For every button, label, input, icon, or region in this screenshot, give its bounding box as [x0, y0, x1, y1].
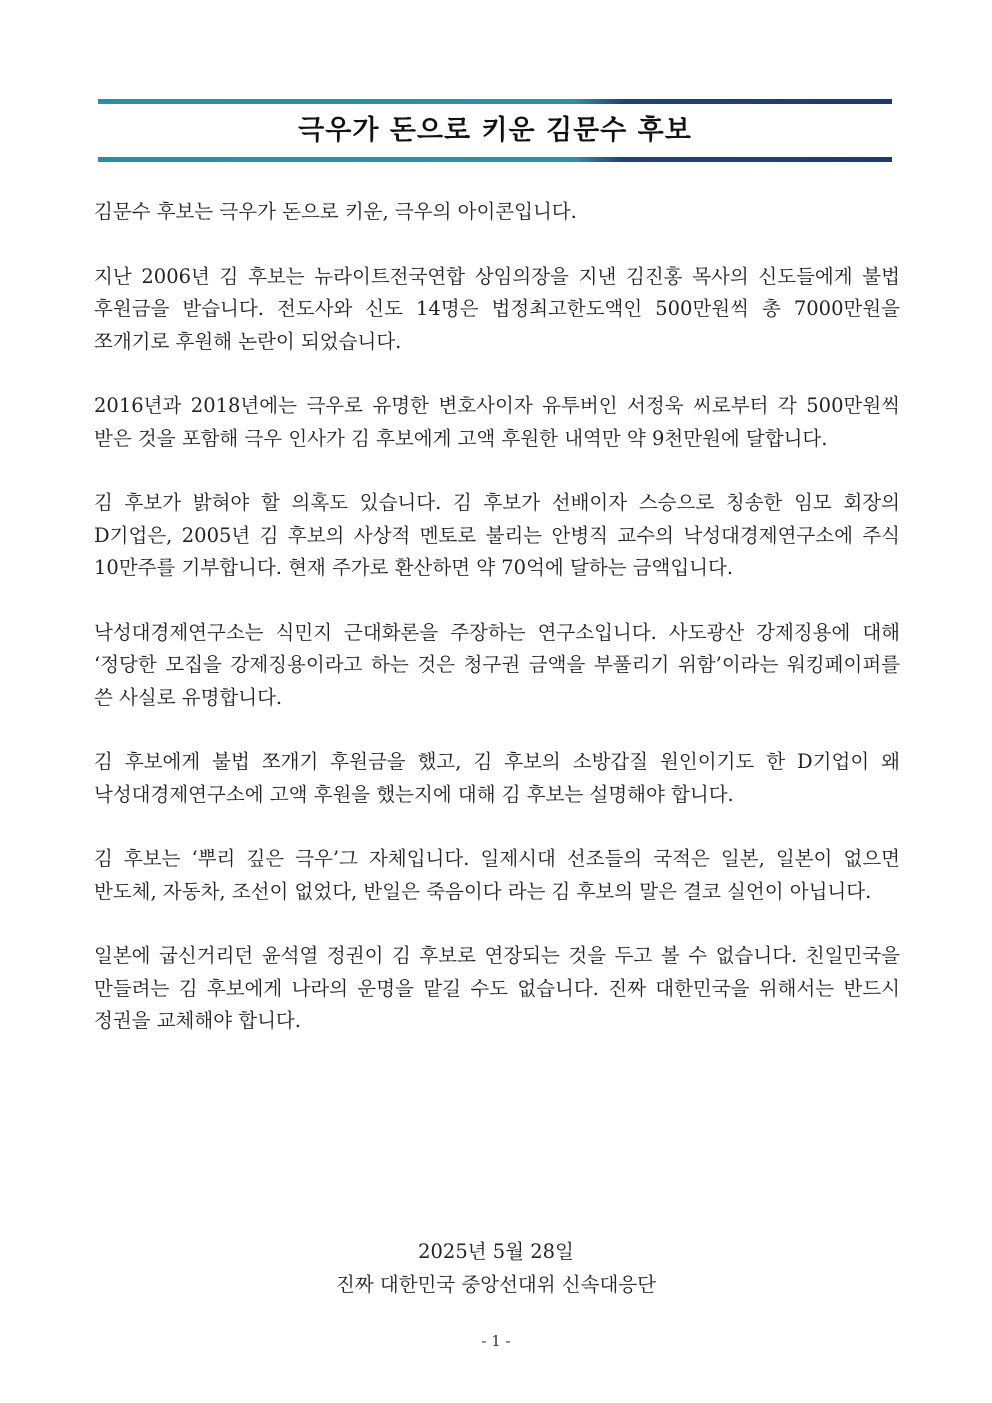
paragraph-8: 일본에 굽신거리던 윤석열 정권이 김 후보로 연장되는 것을 두고 볼 수 없습니다. 친일민국을 만들려는 김 후보에게 나라의 운명을 맡길 수도 없습니다. 진짜 대한민국을 위해서는 반드시 정권을 교체해야 합니다.	[94, 944, 900, 1032]
paragraph-7: 김 후보는 ‘뿌리 깊은 극우’그 자체입니다. 일제시대 선조들의 국적은 일본, 일본이 없으면 반도체, 자동차, 조선이 없었다, 반일은 죽음이다 라는 김 후보의 말은 결코 실언이 아닙니다.	[94, 847, 900, 903]
paragraph-3: 2016년과 2018년에는 극우로 유명한 변호사이자 유투버인 서정욱 씨로부터 각 500만원씩 받은 것을 포함해 극우 인사가 김 후보에게 고액 후원한 내역만 약 9천만원에 달합니다.	[94, 394, 900, 450]
title-bottom-rule	[98, 157, 892, 162]
page-number: - 1 -	[481, 1332, 511, 1350]
paragraph-4: 김 후보가 밝혀야 할 의혹도 있습니다. 김 후보가 선배이자 스승으로 칭송한 임모 회장의 D기업은, 2005년 김 후보의 사상적 멘토로 불리는 안병직 교수의 낙성대경제연구소에 주식 10만주를 기부합니다. 현재 주가로 환산하면 약 70억에 달하는 금액입니다.	[94, 491, 900, 579]
issue-date: 2025년 5월 28일	[418, 1240, 574, 1263]
paragraph-2: 지난 2006년 김 후보는 뉴라이트전국연합 상임의장을 지낸 김진홍 목사의 신도들에게 불법 후원금을 받습니다. 전도사와 신도 14명은 법정최고한도액인 500만원씩 총 7000만원을 쪼개기로 후원해 논란이 되었습니다.	[94, 264, 900, 353]
document-title: 극우가 돈으로 키운 김문수 후보	[298, 115, 692, 146]
paragraph-6: 김 후보에게 불법 쪼개기 후원금을 했고, 김 후보의 소방갑질 원인이기도 한 D기업이 왜 낙성대경제연구소에 고액 후원을 했는지에 대해 김 후보는 설명해야 합니다.	[94, 750, 900, 806]
paragraph-5: 낙성대경제연구소는 식민지 근대화론을 주장하는 연구소입니다. 사도광산 강제징용에 대해 ‘정당한 모집을 강제징용이라고 하는 것은 청구권 금액을 부풀리기 위함’이라는 워킹페이퍼를 쓴 사실로 유명합니다.	[94, 620, 900, 709]
document-body	[94, 196, 900, 1070]
title-top-rule	[98, 99, 892, 104]
issuing-organization: 진짜 대한민국 중앙선대위 신속대응단	[336, 1273, 656, 1296]
paragraph-1: 김문수 후보는 극우가 돈으로 키운, 극우의 아이콘입니다.	[94, 200, 577, 223]
